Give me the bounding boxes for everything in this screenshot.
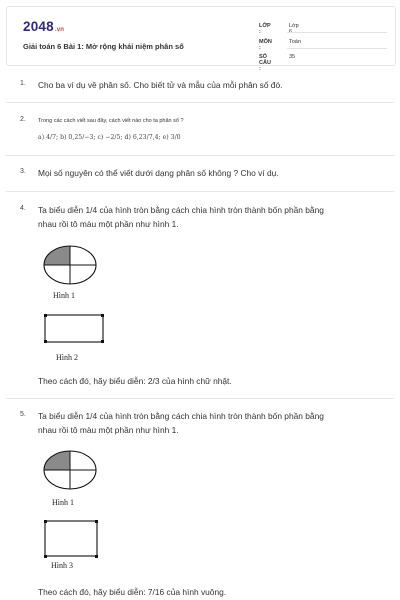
divider	[6, 155, 394, 156]
figure-caption: Hình 1	[53, 291, 75, 300]
question-number: 5.	[20, 411, 26, 418]
circle-quarter-figure	[43, 450, 97, 490]
divider	[6, 398, 394, 399]
meta-label: LỚP :	[259, 23, 271, 35]
meta-label: SỐ CÂU :	[259, 54, 271, 72]
figure-caption: Hình 1	[52, 498, 74, 507]
page-title: Giải toán 6 Bài 1: Mở rộng khái niệm phân số	[23, 42, 184, 51]
figure-caption: Hình 3	[51, 561, 73, 570]
question-text: Mọi số nguyên có thể viết dưới dạng phân số không ? Cho ví dụ.	[38, 168, 279, 178]
document-header	[6, 6, 396, 72]
question-text: Trong các cách viết sau đây, cách viết nào cho ta phân số ?	[38, 118, 184, 124]
meta-value: 35	[289, 54, 296, 60]
meta-label: MÔN :	[259, 39, 272, 51]
question-number: 4.	[20, 205, 26, 212]
question-task: Theo cách đó, hãy biểu diễn: 7/16 của hình vuông.	[38, 587, 227, 597]
meta-value: Toán	[289, 39, 301, 45]
question-text: Cho ba ví dụ về phân số. Cho biết tử và mẫu của mỗi phân số đó.	[38, 80, 283, 90]
question-text-line1: Ta biểu diễn 1/4 của hình tròn bằng cách chia hình tròn thành bốn phần bằng	[38, 411, 324, 421]
question-task: Theo cách đó, hãy biểu diễn: 2/3 của hình chữ nhật.	[38, 376, 232, 386]
divider	[6, 102, 394, 103]
meta-underline	[287, 48, 387, 49]
logo-tld: .vn	[54, 27, 65, 33]
figure-caption: Hình 2	[56, 353, 78, 362]
divider	[6, 191, 394, 192]
question-number: 2.	[20, 116, 26, 123]
question-number: 3.	[20, 168, 26, 175]
rectangle-figure	[44, 314, 104, 344]
question-text-line2: nhau rồi tô màu một phần như hình 1.	[38, 425, 179, 435]
square-figure	[44, 520, 98, 558]
question-text-line2: nhau rồi tô màu một phần như hình 1.	[38, 219, 179, 229]
question-number: 1.	[20, 80, 26, 87]
meta-value: Lớp 6	[289, 23, 299, 35]
question-text-line1: Ta biểu diễn 1/4 của hình tròn bằng cách chia hình tròn thành bốn phần bằng	[38, 205, 324, 215]
logo-text: 2048	[23, 19, 54, 34]
site-logo[interactable]	[23, 19, 64, 34]
circle-quarter-figure	[43, 245, 97, 285]
fraction-options: a) 4/7; b) 0,25/−3; c) −2/5; d) 6,23/7,4; e) 3/0	[38, 134, 181, 141]
meta-underline	[287, 32, 387, 33]
